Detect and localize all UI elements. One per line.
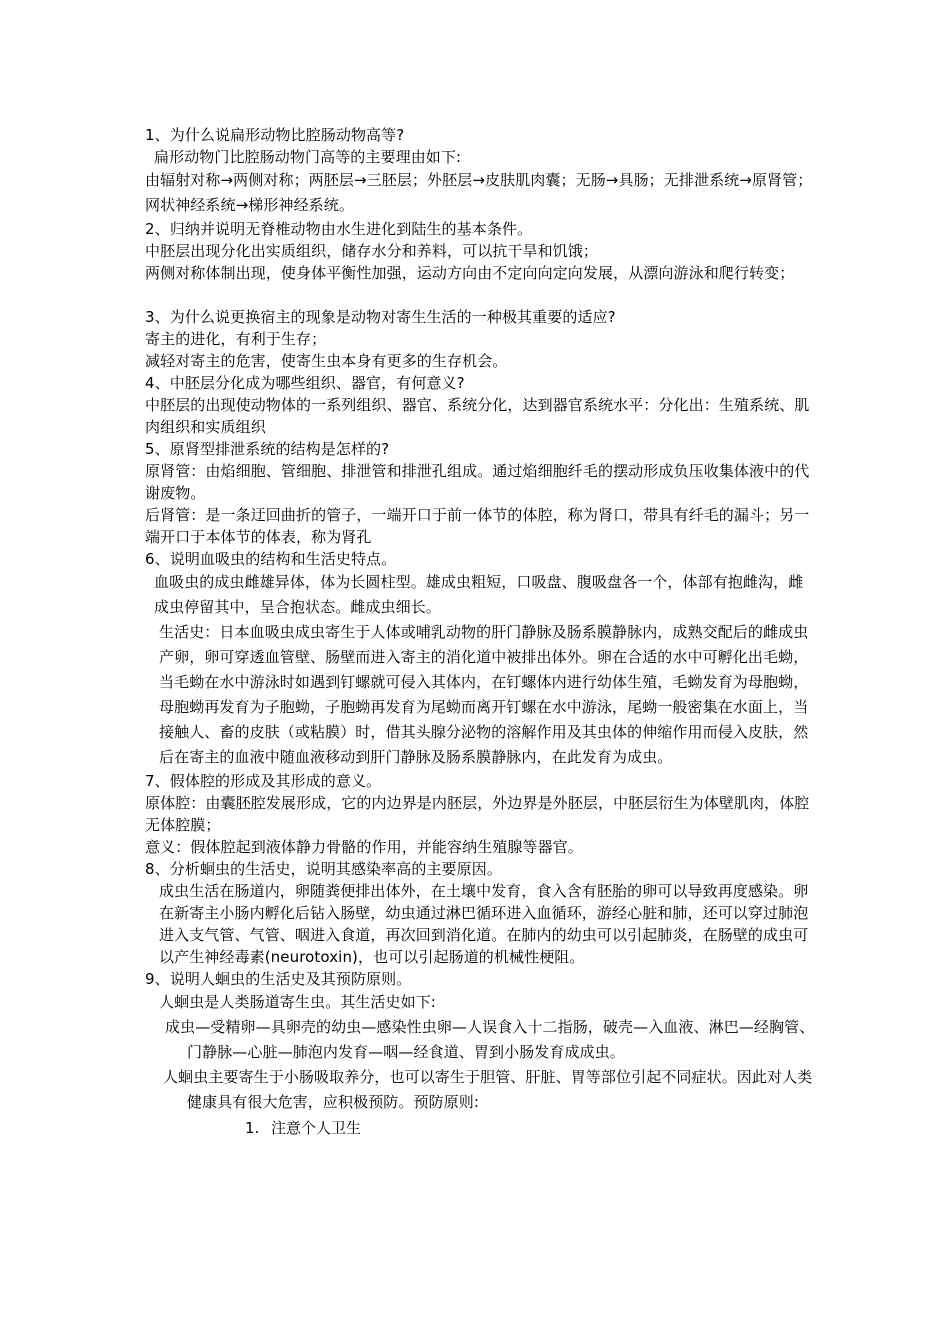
question-1: 1、为什么说扁形动物比腔肠动物高等? [145, 126, 405, 144]
answer-2-point-1: 中胚层出现分化出实质组织，储存水分和养料，可以抗干旱和饥饿； [145, 242, 599, 260]
question-8: 8、分析蛔虫的生活史，说明其感染率高的主要原因。 [145, 860, 502, 878]
question-3: 3、为什么说更换宿主的现象是动物对寄生生活的一种极其重要的适应? [145, 308, 616, 326]
answer-6-structure: 血吸虫的成虫雌雄异体，体为长圆柱型。雄成虫粗短，口吸盘、腹吸盘各一个，体部有抱雌沟，雌成虫停留其中，呈合抱状态。雌成虫细长。 [154, 573, 804, 616]
answer-4: 中胚层的出现使动物体的一系列组织、器官、系统分化，达到器官系统水平：分化出：生殖系统、肌肉组织和实质组织 [145, 396, 810, 436]
question-7: 7、假体腔的形成及其形成的意义。 [145, 772, 382, 790]
prevention-list [145, 1116, 815, 1141]
blank-line [145, 284, 815, 306]
answer-5-metanephridium: 后肾管：是一条迂回曲折的管子，一端开口于前一体节的体腔，称为肾口，带具有纤毛的漏斗；另一端开口于本体节的体表，称为肾孔 [145, 506, 810, 546]
list-item-number: 1. [245, 1119, 260, 1137]
question-4: 4、中胚层分化成为哪些组织、器官，有何意义? [145, 374, 465, 392]
question-6: 6、说明血吸虫的结构和生活史特点。 [145, 550, 397, 568]
answer-8: 成虫生活在肠道内，卵随粪便排出体外，在土壤中发育，食入含有胚胎的卵可以导致再度感染。卵在新寄主小肠内孵化后钻入肠壁，幼虫通过淋巴循环进入血循环，游经心脏和肺，还可以穿过肺泡进入支气管、气管、咽进入食道，再次回到消化道。在肺内的幼虫可以引起肺炎，在肠壁的成虫可以产生神经毒素(neurotoxin)，也可以引起肠道的机械性梗阻。 [159, 882, 809, 966]
answer-7-significance: 意义：假体腔起到液体静力骨骼的作用，并能容纳生殖腺等器官。 [145, 838, 583, 856]
question-9: 9、说明人蛔虫的生活史及其预防原则。 [145, 970, 412, 988]
answer-6-life-cycle: 生活史：日本血吸虫成虫寄生于人体或哺乳动物的肝门静脉及肠系膜静脉内，成熟交配后的雌成虫产卵，卵可穿透血管壁、肠壁而进入寄主的消化道中被排出体外。卵在合适的水中可孵化出毛蚴，当毛蚴在水中游泳时如遇到钉螺就可侵入其体内，在钉螺体内进行幼体生殖，毛蚴发育为母胞蚴，母胞蚴再发育为子胞蚴，子胞蚴再发育为尾蚴而离开钉螺在水中游泳，尾蚴一般密集在水面上，当接触人、畜的皮肤（或粘膜）时，借其头腺分泌物的溶解作用及其虫体的伸缩作用而侵入皮肤，然后在寄主的血液中随血液移动到肝门静脉及肠系膜静脉内，在此发育为成虫。 [159, 623, 809, 766]
answer-2-point-2: 两侧对称体制出现，使身体平衡性加强，运动方向由不定向向定向发展，从漂向游泳和爬行转变； [145, 264, 795, 282]
question-2: 2、归纳并说明无脊椎动物由水生进化到陆生的基本条件。 [145, 220, 533, 238]
answer-1-intro: 扁形动物门比腔肠动物门高等的主要理由如下: [154, 148, 462, 166]
list-item-text: 注意个人卫生 [271, 1119, 362, 1137]
answer-5-protonephridium: 原肾管：由焰细胞、管细胞、排泄管和排泄孔组成。通过焰细胞纤毛的摆动形成负压收集体液中的代谢废物。 [145, 462, 810, 502]
answer-3-point-1: 寄主的进化，有利于生存； [145, 330, 327, 348]
answer-7-definition: 原体腔：由囊胚腔发展形成，它的内边界是内胚层，外边界是外胚层，中胚层衍生为体壁肌肉，体腔无体腔膜； [145, 794, 810, 834]
question-5: 5、原肾型排泄系统的结构是怎样的? [145, 440, 390, 458]
document-page [145, 124, 815, 1141]
answer-3-point-2: 减轻对寄主的危害，使寄生虫本身有更多的生存机会。 [145, 352, 508, 370]
list-item [245, 1116, 815, 1141]
answer-1-body: 由辐射对称→两侧对称；两胚层→三胚层；外胚层→皮肤肌肉囊；无肠→具肠；无排泄系统→原肾管；网状神经系统→梯形神经系统。 [145, 171, 813, 214]
answer-9-life-cycle: 成虫—受精卵—具卵壳的幼虫—感染性虫卵—人误食入十二指肠，破壳—入血液、淋巴—经胸管、门静脉—心脏—肺泡内发育—咽—经食道、胃到小肠发育成成虫。 [165, 1018, 815, 1061]
answer-9-prevention: 人蛔虫主要寄生于小肠吸取养分，也可以寄生于胆管、肝脏、胃等部位引起不同症状。因此对人类健康具有很大危害，应积极预防。预防原则: [163, 1068, 813, 1111]
answer-9-intro: 人蛔虫是人类肠道寄生虫。其生活史如下: [159, 993, 436, 1011]
